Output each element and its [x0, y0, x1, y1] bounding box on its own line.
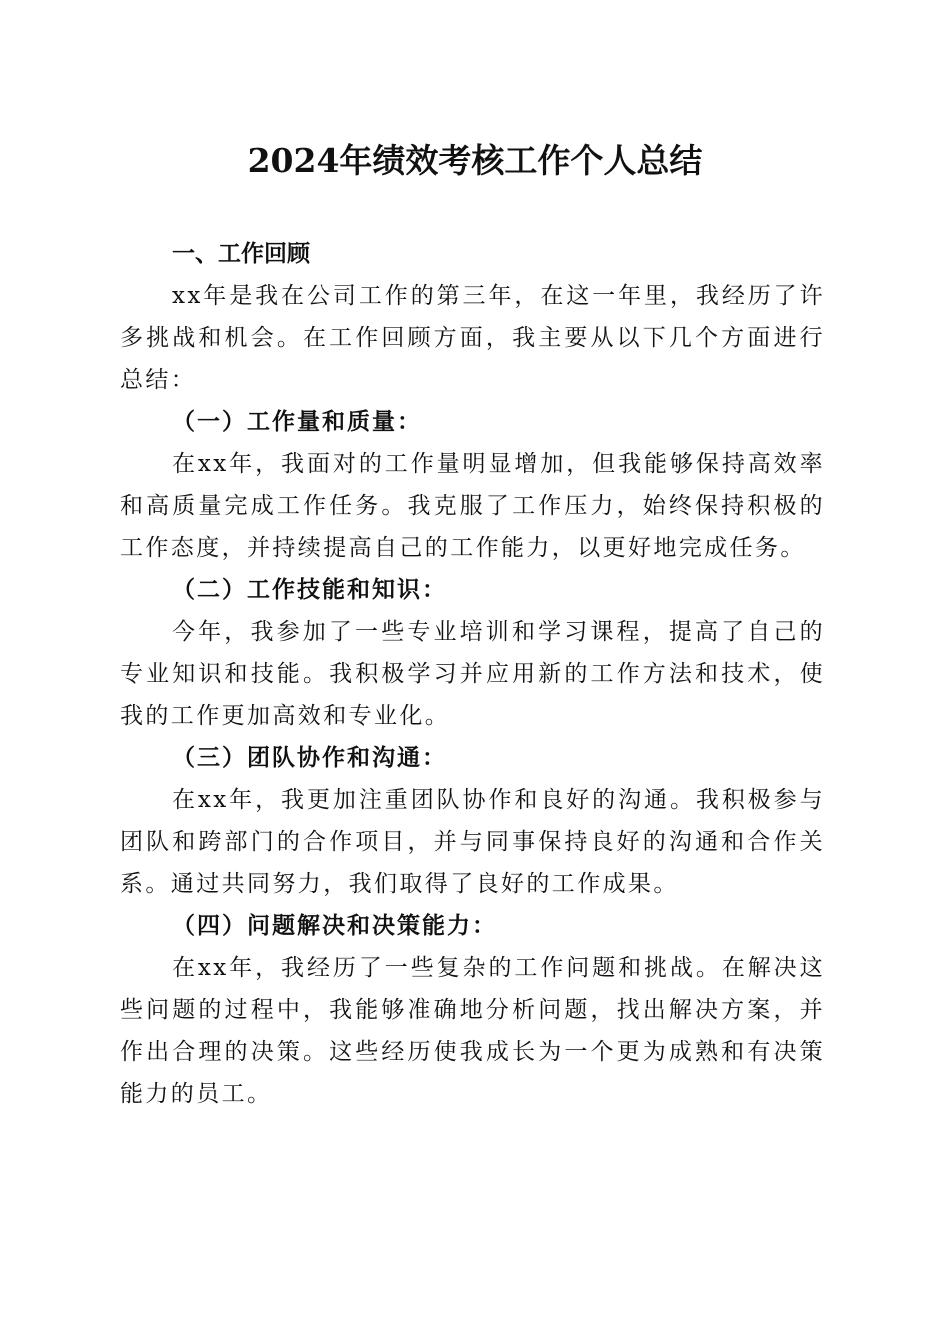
section-heading-work-review: 一、工作回顾	[172, 241, 310, 267]
subheading-skills-knowledge: （二）工作技能和知识：	[172, 576, 447, 603]
paragraph-skills-knowledge: 今年，我参加了一些专业培训和学习课程，提高了自己的专业知识和技能。我积极学习并应用新的工作方法和技术，使我的工作更加高效和专业化。	[120, 619, 825, 729]
subheading-workload-quality: （一）工作量和质量：	[172, 408, 422, 435]
paragraph-problem-solving: 在xx年，我经历了一些复杂的工作问题和挑战。在解决这些问题的过程中，我能够准确地分析问题，找出解决方案，并作出合理的决策。这些经历使我成长为一个更为成熟和有决策能力的员工。	[120, 955, 825, 1107]
subheading-problem-solving: （四）问题解决和决策能力：	[172, 912, 497, 939]
intro-paragraph: xx年是我在公司工作的第三年，在这一年里，我经历了许多挑战和机会。在工作回顾方面，我主要从以下几个方面进行总结：	[120, 283, 825, 393]
document-body	[120, 233, 825, 1115]
document-title: 2024年绩效考核工作个人总结	[247, 141, 703, 180]
paragraph-workload-quality: 在xx年，我面对的工作量明显增加，但我能够保持高效率和高质量完成工作任务。我克服了工作压力，始终保持积极的工作态度，并持续提高自己的工作能力，以更好地完成任务。	[120, 451, 825, 561]
paragraph-teamwork-communication: 在xx年，我更加注重团队协作和良好的沟通。我积极参与团队和跨部门的合作项目，并与同事保持良好的沟通和合作关系。通过共同努力，我们取得了良好的工作成果。	[120, 787, 825, 897]
subheading-teamwork-communication: （三）团队协作和沟通：	[172, 744, 447, 771]
